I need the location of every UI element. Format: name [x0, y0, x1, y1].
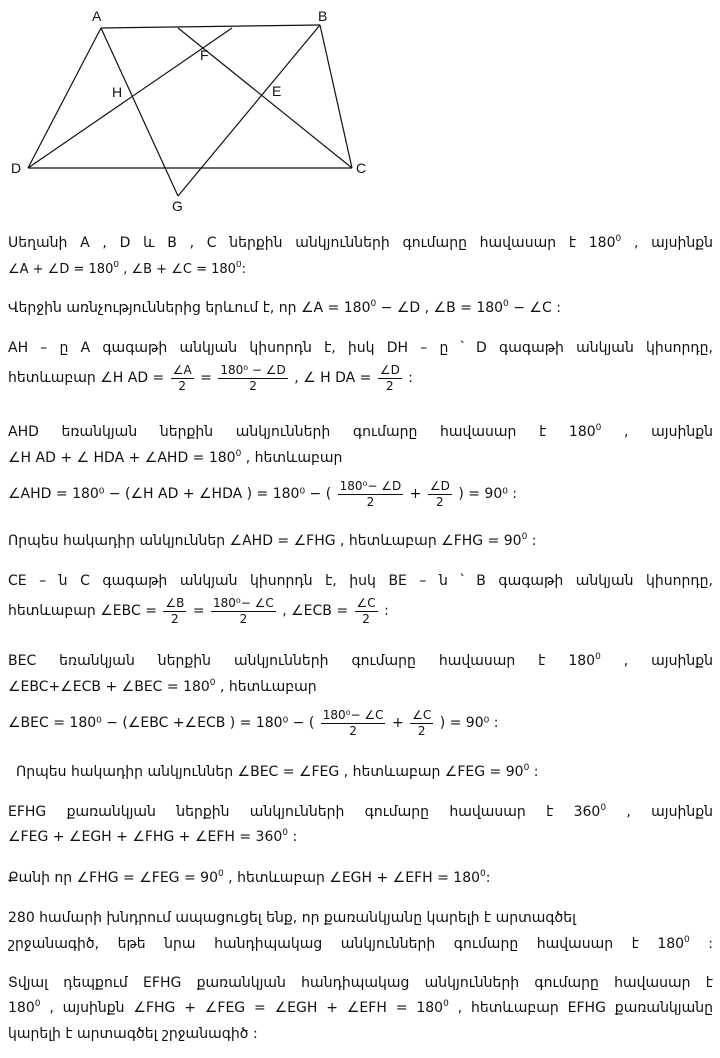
text-line-17: ∠FEG + ∠EGH + ∠FHG + ∠EFH = $360^0$ : — [8, 828, 298, 845]
fraction-c-half: $\frac{\angle C}{2}$ — [356, 595, 376, 626]
text-line-15: Որպես հակադիր անկյուններ ∠BEC = ∠FEG , հետևաբար ∠FEG = $90^0$ : — [16, 763, 539, 780]
fraction-d-half-2: $\frac{\angle D}{2}$ — [429, 478, 450, 509]
label-f: F — [200, 47, 209, 63]
text-line-18: Քանի որ ∠FHG = ∠FEG = $90^0$ , հետևաբար ∠EGH + ∠EFH = $180^0$: — [8, 869, 491, 886]
segment-ag — [101, 28, 178, 196]
fraction-180-minus-c-half: $\frac{\text{180⁰− ∠C}}{2}$ — [213, 595, 274, 626]
label-c: C — [356, 160, 367, 176]
label-d: D — [11, 160, 22, 176]
text-line-14: ∠BEC = 180⁰ − (∠EBC +∠ECB ) = 180⁰ − ( $\frac{\text{180⁰− ∠C}}{2}$ + $\frac{\angle C}{2}$ ) = 90⁰ : — [8, 707, 499, 738]
text-line-12: BEC եռանկյան ներքին անկյունների գումարը հավասար է $180^0$ , այսինքն — [8, 652, 713, 669]
text-line-19: 280 համարի խնդրում ապացուցել ենք, որ քառանկյանը կարելի է արտագծել — [8, 910, 576, 926]
text-line-3: Վերջին առնչություններից երևում է, որ ∠A = $180^0$ − ∠D , ∠B = $180^0$ − ∠C : — [8, 299, 561, 316]
text-line-16: EFHG քառանկյան ներքին անկյունների գումարը հավասար է $360^0$ , այսինքն — [8, 803, 713, 820]
fraction-b-half: $\frac{\angle B}{2}$ — [165, 595, 185, 626]
fraction-d-half: $\frac{\angle D}{2}$ — [379, 362, 400, 393]
fraction-180-minus-d-half: $\frac{\text{180⁰ − ∠D}}{2}$ — [220, 362, 286, 393]
segment-da — [28, 28, 101, 168]
fraction-c-half-2: $\frac{\angle C}{2}$ — [412, 707, 432, 738]
trapezoid-figure — [0, 0, 720, 215]
text-line-9: Որպես հակադիր անկյուններ ∠AHD = ∠FHG , հետևաբար ∠FHG = $90^0$ : — [8, 532, 537, 549]
text-line-21: Տվյալ դեպքում EFHG քառանկյան հանդիպակաց անկյունների գումարը հավասար է — [8, 975, 713, 991]
text-line-2: ∠A + ∠D = $180^0$ , ∠B + ∠C = $180^0$: — [8, 261, 247, 277]
segment-ab — [101, 25, 320, 28]
text-line-8: ∠AHD = 180⁰ − (∠H AD + ∠HDA ) = 180⁰ − ( $\frac{\text{180⁰− ∠D}}{2}$ + $\frac{\angle D}{2}$ ) = 90⁰ : — [8, 478, 517, 509]
text-line-23: կարելի է արտագծել շրջանագիծ : — [8, 1026, 258, 1042]
fraction-180-minus-c-half-2: $\frac{\text{180⁰− ∠C}}{2}$ — [322, 707, 384, 738]
text-line-4: AH – ը A գագաթի անկյան կիսորդն է, իսկ DH – ը ՝ D գագաթի անկյան կիսորդը, — [8, 340, 713, 356]
label-a: A — [92, 8, 102, 24]
label-h: H — [112, 84, 123, 100]
text-line-11: հետևաբար ∠EBC = $\frac{\angle B}{2}$ = $\frac{\text{180⁰− ∠C}}{2}$ , ∠ECB = $\frac{\angle C}{2}$ : — [8, 595, 389, 626]
text-line-7: ∠H AD + ∠ HDA + ∠AHD = $180^0$ , հետևաբար — [8, 449, 343, 466]
text-line-1: Սեղանի A , D և B , C ներքին անկյունների գումարը հավասար է $180^0$ , այսինքն — [8, 234, 713, 251]
text-line-6: AHD եռանկյան ներքին անկյունների գումարը հավասար է $180^0$ , այսինքն — [8, 423, 713, 440]
text-line-13: ∠EBC+∠ECB + ∠BEC = $180^0$ , հետևաբար — [8, 678, 317, 695]
fraction-a-half: $\frac{\angle A}{2}$ — [172, 362, 192, 393]
text-line-22: $180^0$ , այսինքն ∠FHG + ∠FEG = ∠EGH + ∠EFH = $180^0$ , հետևաբար EFHG քառանկյանը — [8, 999, 713, 1016]
text-line-5: հետևաբար ∠H AD = $\frac{\angle A}{2}$ = $\frac{\text{180⁰ − ∠D}}{2}$ , ∠ H DA = $\frac{\angle D}{2}$ : — [8, 362, 413, 393]
label-g: G — [172, 198, 183, 214]
text-line-20: շրջանագիծ, եթե նրա հանդիպակաց անկյունների գումարը հավասար է $180^0$ : — [8, 935, 713, 952]
label-b: B — [318, 8, 328, 24]
text-line-10: CE – ն C գագաթի անկյան կիսորդն է, իսկ BE – ն ՝ B գագաթի անկյան կիսորդը, — [8, 573, 713, 589]
fraction-180-minus-d-half-2: $\frac{\text{180⁰− ∠D}}{2}$ — [339, 478, 402, 509]
label-e: E — [272, 83, 282, 99]
